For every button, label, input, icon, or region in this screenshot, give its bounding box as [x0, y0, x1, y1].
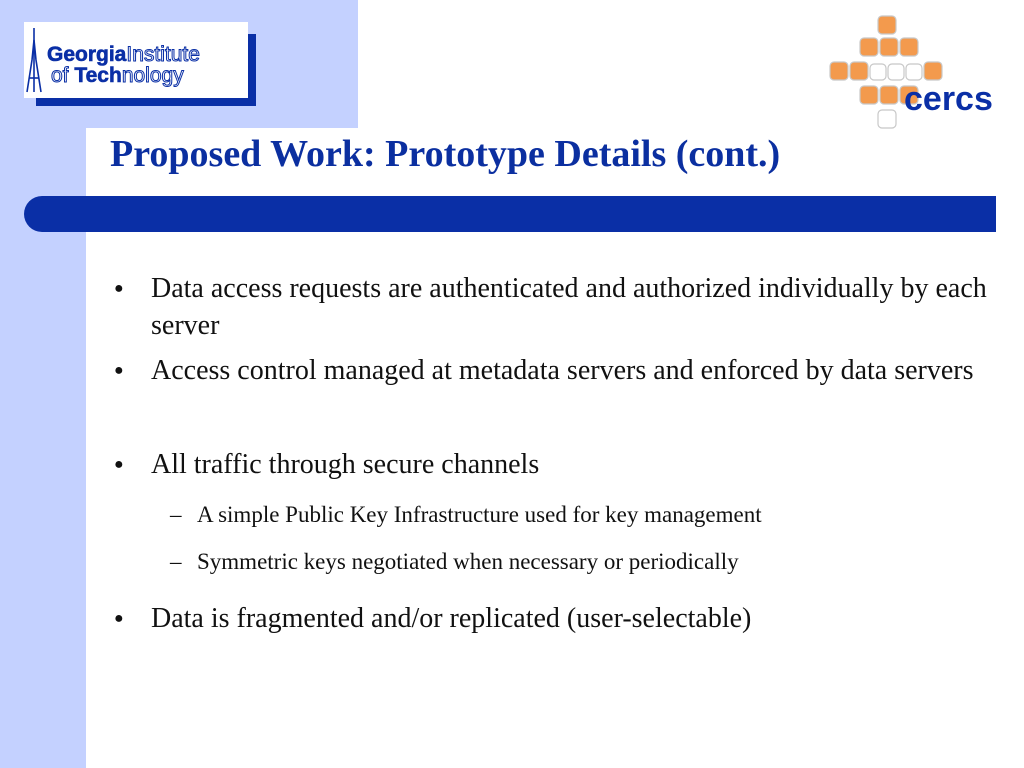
bullet-icon: ●: [114, 362, 124, 379]
cercs-logo: [826, 14, 1002, 138]
bullet-icon: ●: [114, 280, 124, 297]
georgia-tech-logo: [24, 22, 248, 98]
sub-bullet-text: A simple Public Key Infrastructure used for key management: [197, 502, 762, 527]
dash-icon: –: [170, 549, 182, 574]
gt-logo-line2: of Technology: [51, 64, 184, 87]
bullet-icon: ●: [114, 610, 124, 627]
gt-logo-line1: GeorgiaInstitute: [47, 43, 200, 66]
sub-bullet-text: Symmetric keys negotiated when necessary or periodically: [197, 549, 739, 574]
bullet-text: Data access requests are authenticated and authorized individually by each server: [151, 273, 987, 341]
page-title: Proposed Work: Prototype Details (cont.): [110, 133, 781, 175]
tower-icon: [27, 28, 41, 92]
bullet-icon: ●: [114, 456, 124, 473]
bullet-text: Data is fragmented and/or replicated (user-selectable): [151, 603, 752, 634]
sidebar-band: [0, 0, 86, 768]
title-underline-bar: [24, 196, 996, 232]
dash-icon: –: [170, 502, 182, 527]
bullet-text: Access control managed at metadata servers and enforced by data servers: [151, 355, 974, 386]
bullet-text: All traffic through secure channels: [151, 449, 540, 480]
cercs-logo-text: cercs: [904, 80, 993, 118]
